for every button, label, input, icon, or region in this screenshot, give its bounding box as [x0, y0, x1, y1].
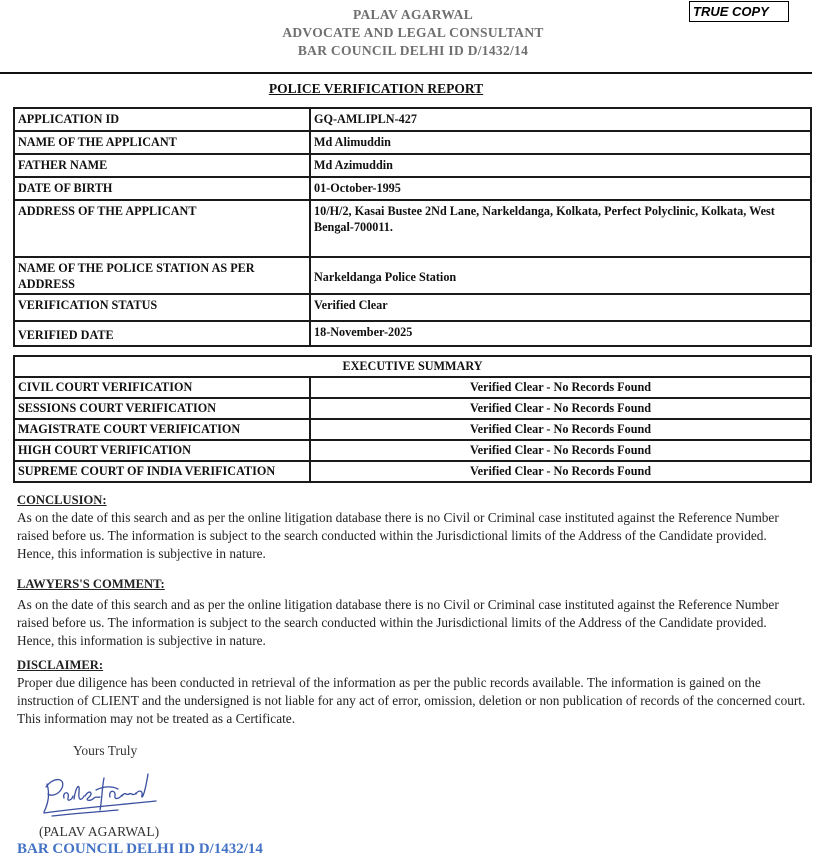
disclaimer-section: [17, 656, 807, 728]
court-label: SUPREME COURT OF INDIA VERIFICATION: [14, 461, 310, 482]
court-label: MAGISTRATE COURT VERIFICATION: [14, 419, 310, 440]
detail-label: NAME OF THE APPLICANT: [14, 131, 310, 154]
conclusion-heading: CONCLUSION:: [17, 493, 107, 507]
court-result: Verified Clear - No Records Found: [310, 461, 811, 482]
court-result: Verified Clear - No Records Found: [310, 440, 811, 461]
table-row: [14, 321, 811, 346]
executive-summary-heading: EXECUTIVE SUMMARY: [14, 356, 811, 377]
table-row: [14, 440, 811, 461]
true-copy-stamp: TRUE COPY: [689, 1, 789, 22]
detail-value: GQ-AMLIPLN-427: [310, 108, 811, 131]
detail-label: VERIFICATION STATUS: [14, 294, 310, 321]
detail-label: NAME OF THE POLICE STATION AS PER ADDRESS: [14, 257, 310, 294]
closing-salutation: Yours Truly: [73, 743, 138, 758]
table-row: [14, 377, 811, 398]
detail-value: Md Azimuddin: [310, 154, 811, 177]
court-result: Verified Clear - No Records Found: [310, 377, 811, 398]
table-row: [14, 398, 811, 419]
conclusion-section: [17, 491, 807, 563]
court-result: Verified Clear - No Records Found: [310, 419, 811, 440]
handwritten-signature: [38, 770, 163, 820]
detail-label: DATE OF BIRTH: [14, 177, 310, 200]
table-row: [14, 461, 811, 482]
table-row: [14, 177, 811, 200]
detail-value: 10/H/2, Kasai Bustee 2Nd Lane, Narkeldanga, Kolkata, Perfect Polyclinic, Kolkata, West Bengal-700011.: [310, 200, 811, 257]
court-label: CIVIL COURT VERIFICATION: [14, 377, 310, 398]
table-row: [14, 108, 811, 131]
advocate-designation: ADVOCATE AND LEGAL CONSULTANT: [282, 25, 544, 40]
disclaimer-text: Proper due diligence has been conducted in retrieval of the information as per the public records available. The information is gained on the instruction of CLIENT and the undersigned is not liable for any act of error, omission, deletion or non publication of records of the concerned court. This information may not be treated as a Certificate.: [17, 675, 806, 726]
detail-value: 18-November-2025: [310, 321, 811, 346]
table-row: [14, 200, 811, 257]
detail-label: APPLICATION ID: [14, 108, 310, 131]
executive-summary-table: [13, 355, 812, 483]
detail-value: Narkeldanga Police Station: [310, 257, 811, 294]
table-row: [14, 294, 811, 321]
detail-label: VERIFIED DATE: [14, 321, 310, 346]
table-row: [14, 419, 811, 440]
court-result: Verified Clear - No Records Found: [310, 398, 811, 419]
table-row: [14, 131, 811, 154]
detail-label: FATHER NAME: [14, 154, 310, 177]
table-row: [14, 257, 811, 294]
header-divider: [0, 72, 812, 74]
signatory-name: (PALAV AGARWAL): [39, 824, 160, 839]
detail-value: Md Alimuddin: [310, 131, 811, 154]
court-label: HIGH COURT VERIFICATION: [14, 440, 310, 461]
detail-label: ADDRESS OF THE APPLICANT: [14, 200, 310, 257]
header-bar-council-id: BAR COUNCIL DELHI ID D/1432/14: [297, 43, 529, 58]
lawyers-comment-section: [17, 575, 807, 650]
court-label: SESSIONS COURT VERIFICATION: [14, 398, 310, 419]
detail-value: 01-October-1995: [310, 177, 811, 200]
report-title: POLICE VERIFICATION REPORT: [268, 81, 484, 96]
footer-bar-council-id: BAR COUNCIL DELHI ID D/1432/14: [17, 841, 263, 857]
disclaimer-heading: DISCLAIMER:: [17, 658, 104, 672]
advocate-name: PALAV AGARWAL: [352, 7, 474, 22]
conclusion-text: As on the date of this search and as per the online litigation database there is no Civil or Criminal case instituted against the Reference Number raised before us. The information is subject to the search conducted within the Jurisdictional limits of the Address of the Candidate provided. Hence, this information is subjective in nature.: [17, 510, 779, 561]
detail-value: Verified Clear: [310, 294, 811, 321]
applicant-details-table: [13, 107, 812, 347]
lawyers-comment-text: As on the date of this search and as per the online litigation database there is no Civil or Criminal case instituted against the Reference Number raised before us. The information is subject to the search conducted within the Jurisdictional limits of the Address of the Candidate provided. Hence, this information is subjective in nature.: [17, 597, 779, 648]
lawyers-comment-heading: LAWYERS'S COMMENT:: [17, 577, 165, 591]
table-row: [14, 356, 811, 377]
table-row: [14, 154, 811, 177]
